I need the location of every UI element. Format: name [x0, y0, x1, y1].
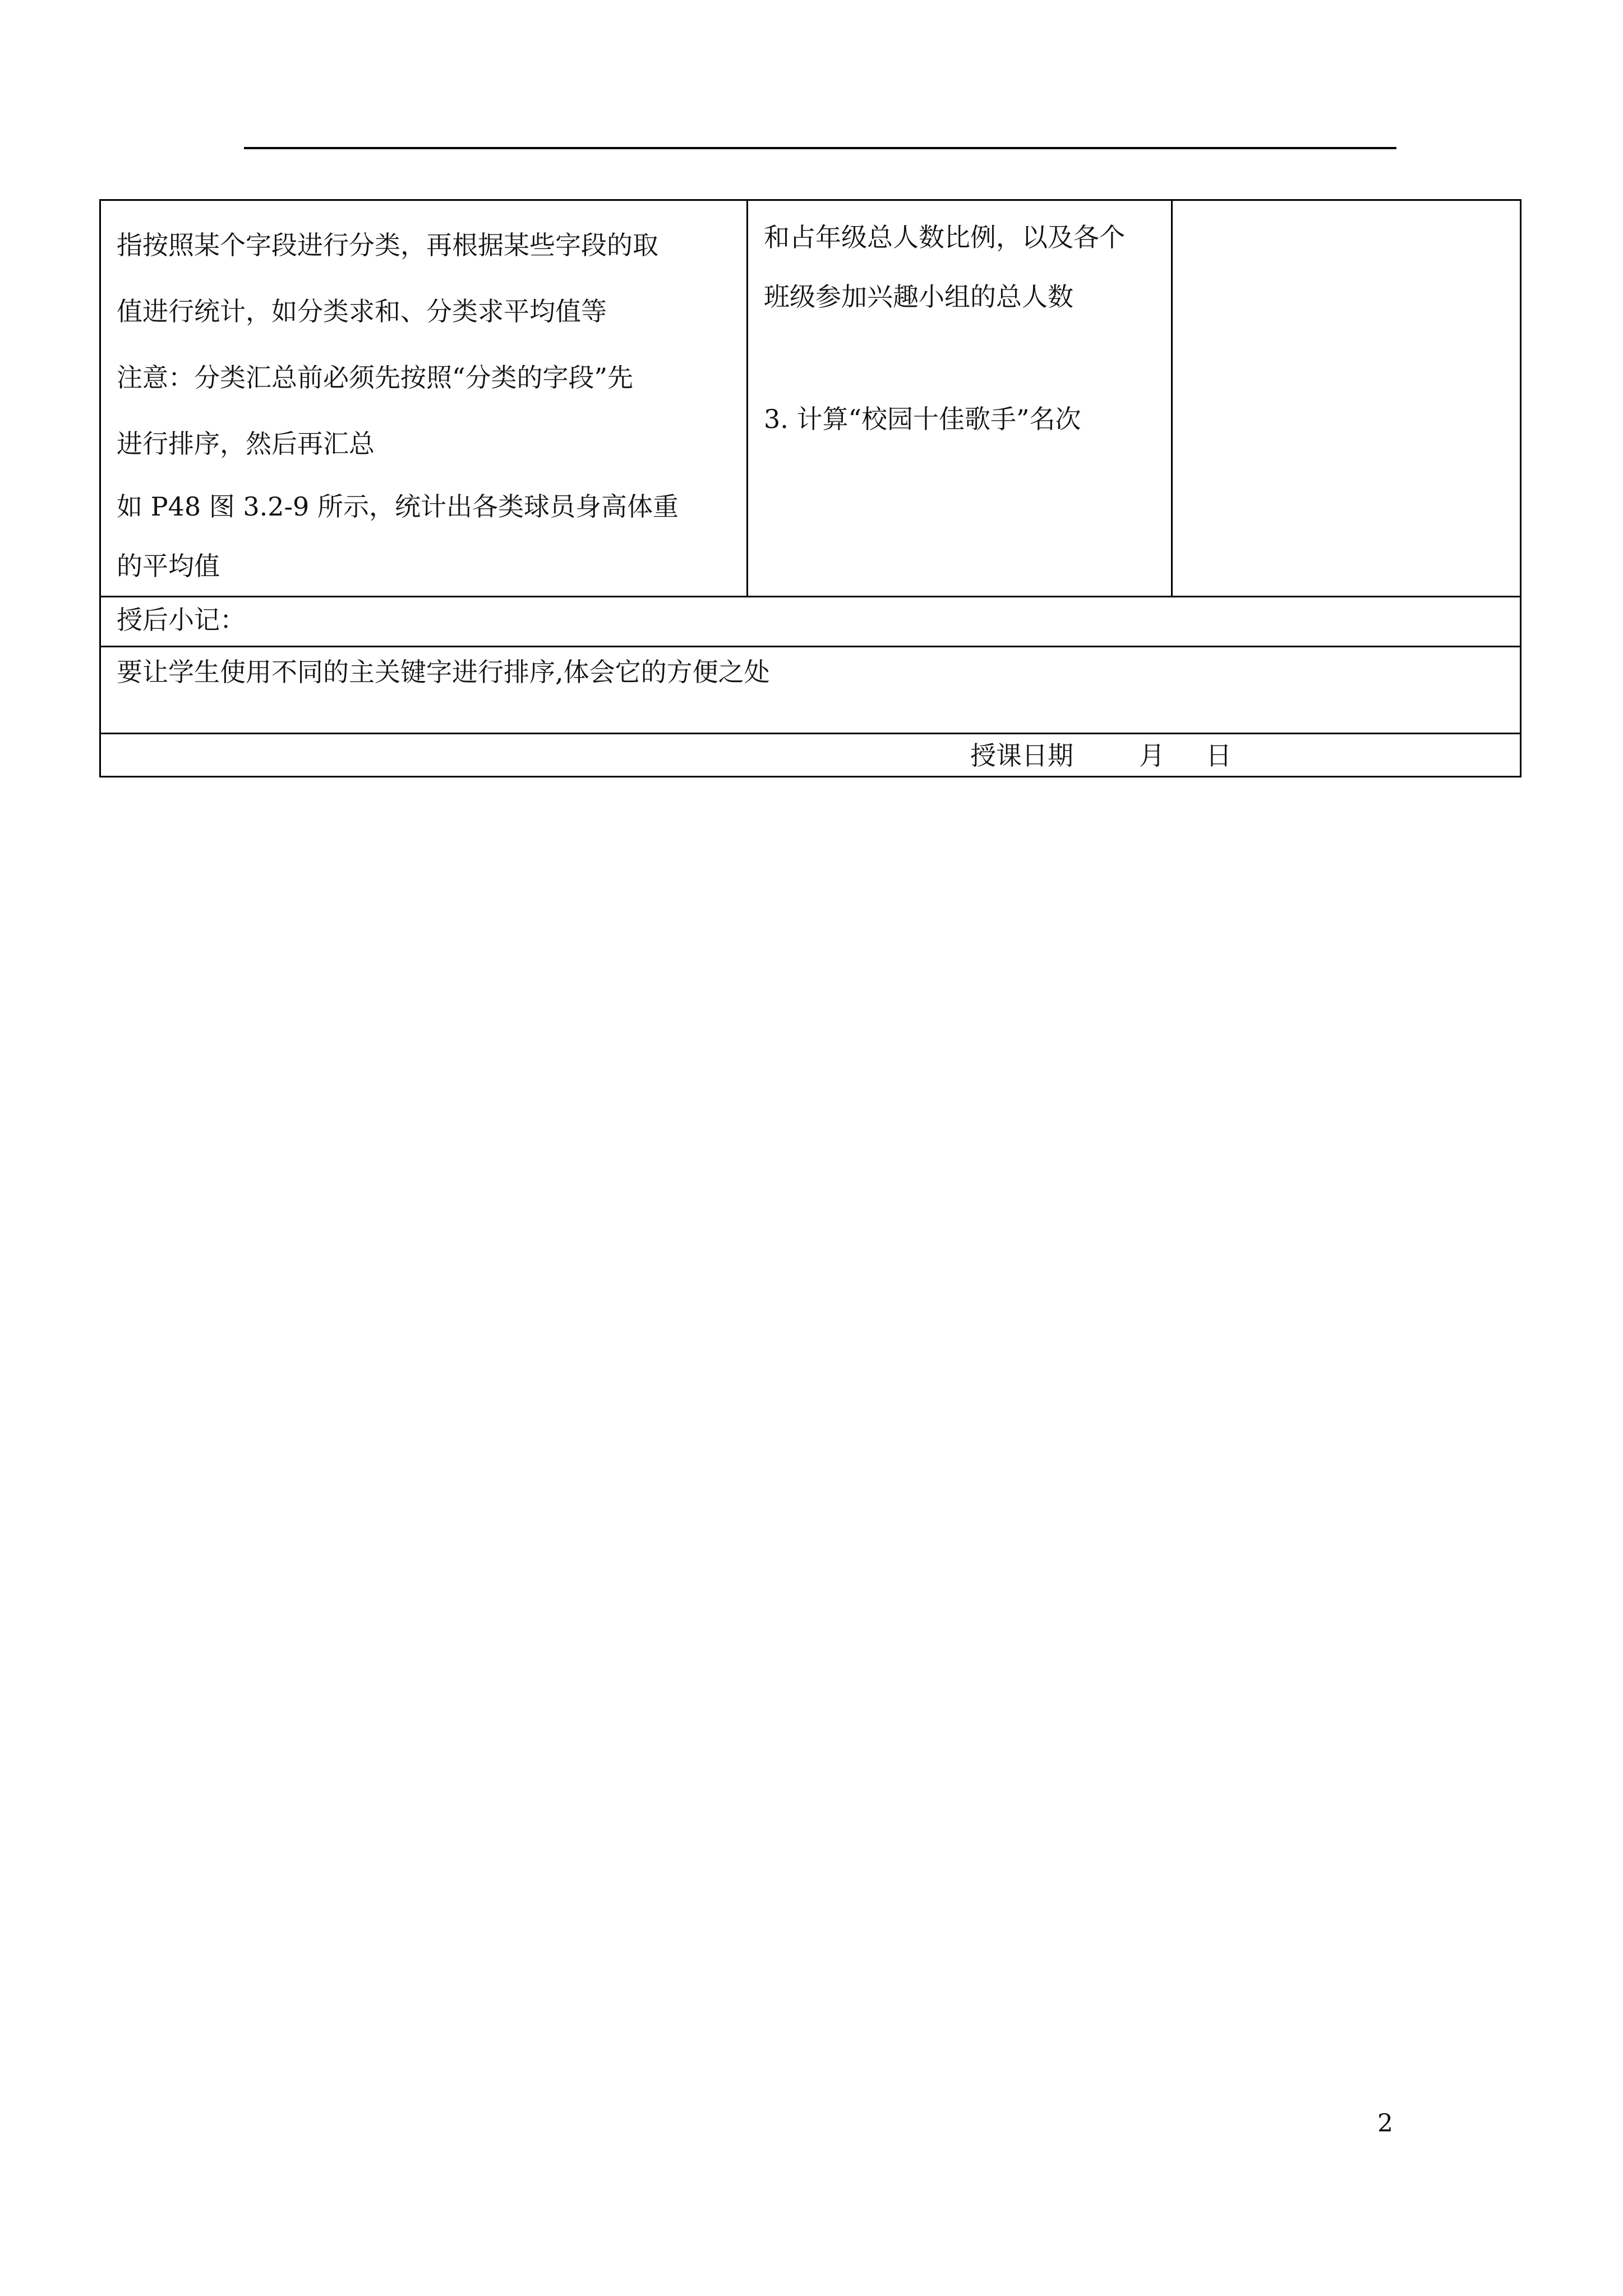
middle-line: 班级参加兴趣小组的总人数: [764, 282, 1073, 312]
middle-line: 和占年级总人数比例，以及各个: [764, 222, 1125, 252]
header-rule: [244, 147, 1396, 149]
lesson-date: 授课日期 月 日: [970, 740, 1232, 771]
notes-body-cell: [100, 647, 1521, 734]
lesson-table: [99, 199, 1521, 777]
notes-heading: 授后小记：: [117, 605, 246, 635]
notes-body: 要让学生使用不同的主关键字进行排序,体会它的方便之处: [117, 657, 770, 687]
notes-heading-row: [100, 597, 1521, 647]
notes-heading-cell: [100, 597, 1521, 647]
content-row: [100, 200, 1521, 597]
date-row: [100, 734, 1521, 777]
page-number: 2: [1377, 2109, 1393, 2138]
left-cell: [100, 200, 748, 597]
left-line: 的平均值: [117, 551, 220, 581]
middle-cell: [748, 200, 1172, 597]
notes-body-row: [100, 647, 1521, 734]
middle-item: 3. 计算“校园十佳歌手”名次: [764, 404, 1081, 434]
left-line: 如 P48 图 3.2-9 所示，统计出各类球员身高体重: [117, 491, 679, 522]
right-cell: [1172, 200, 1521, 597]
left-line: 值进行统计，如分类求和、分类求平均值等: [117, 296, 607, 326]
date-cell: [100, 734, 1521, 777]
left-line: 进行排序，然后再汇总: [117, 429, 375, 459]
left-line: 指按照某个字段进行分类，再根据某些字段的取: [117, 230, 658, 260]
left-line: 注意：分类汇总前必须先按照“分类的字段”先: [117, 362, 634, 393]
